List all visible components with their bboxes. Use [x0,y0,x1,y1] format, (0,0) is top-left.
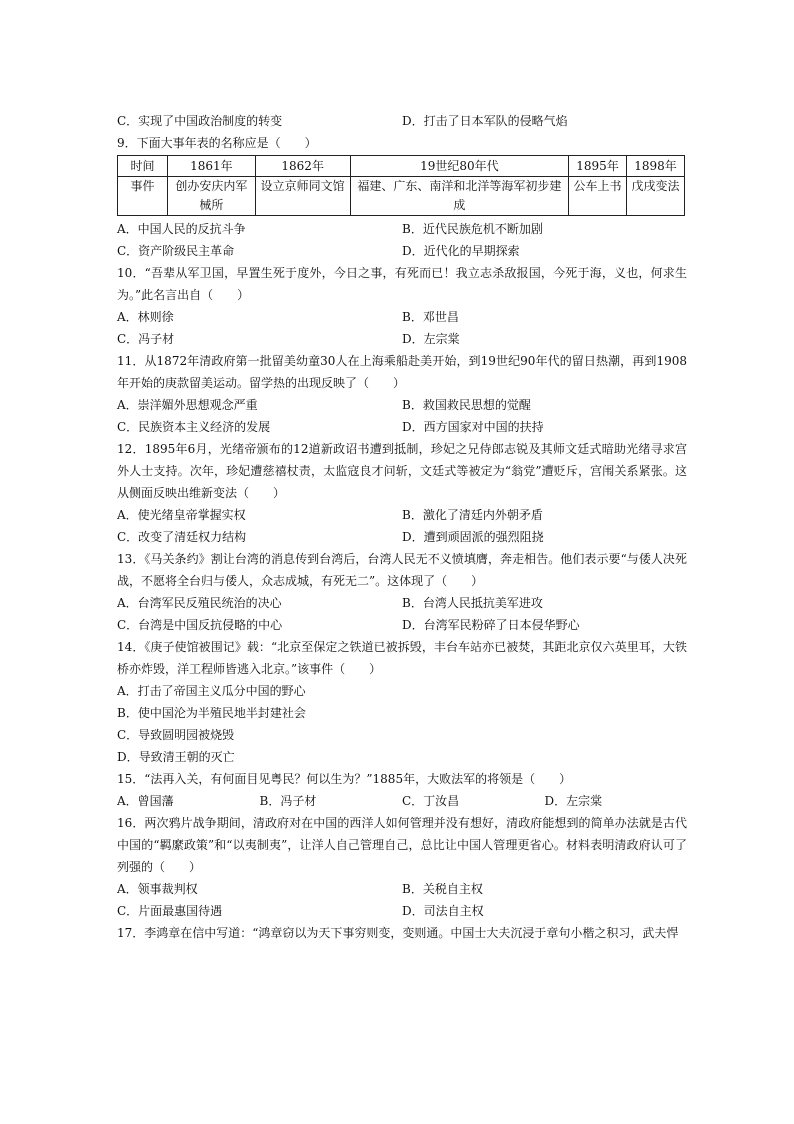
table-cell: 事件 [118,177,168,216]
q8-options-row [117,110,687,132]
q11-stem: 11．从1872年清政府第一批留美幼童30人在上海乘船赴美开始，到19世纪90年代的留日热潮，再到1908年开始的庚款留美运动。留学热的出现反映了（ ） [117,354,687,390]
q13-options-row [117,592,687,614]
q10-option-a[interactable]: A．林则徐 [117,310,174,324]
table-cell: 时间 [118,156,168,177]
q12-option-d[interactable]: D．遭到顽固派的强烈阻挠 [402,530,544,544]
q8-option-d[interactable]: D．打击了日本军队的侵略气焰 [402,114,568,128]
q12-option-c[interactable]: C．改变了清廷权力结构 [117,530,247,544]
q16-option-b[interactable]: B．关税自主权 [402,882,483,896]
q13-options-row [117,614,687,636]
table-cell: 福建、广东、南洋和北洋等海军初步建成 [350,177,568,216]
q14-option-a[interactable]: A．打击了帝国主义瓜分中国的野心 [117,684,306,698]
q13-stem: 13．《马关条约》割让台湾的消息传到台湾后，台湾人民无不义愤填膺，奔走相告。他们表示要“与倭人决死战，不愿将全台归与倭人，众志成城，有死无二”。这体现了（ ） [117,552,687,588]
table-cell: 戊戌变法 [627,177,685,216]
q11-option-d[interactable]: D．西方国家对中国的扶持 [402,420,544,434]
q11-option-a[interactable]: A．崇洋媚外思想观念严重 [117,398,258,412]
q15-options-row [117,790,687,812]
exam-page [117,110,687,944]
q8-option-c[interactable]: C．实现了中国政治制度的转变 [117,114,283,128]
q12-option-b[interactable]: B．激化了清廷内外朝矛盾 [402,508,543,522]
table-cell: 公车上书 [569,177,627,216]
q12-options-row [117,504,687,526]
q12-option-a[interactable]: A．使光绪皇帝掌握实权 [117,508,246,522]
q14-option-c[interactable]: C．导致圆明园被烧毁 [117,728,235,742]
q14-stem: 14．《庚子使馆被围记》载：“北京至保定之铁道已被拆毁，丰台车站亦已被焚，其距北京仅六英里耳，大铁桥亦炸毁，洋工程师皆逃入北京。”该事件（ ） [117,640,687,676]
q9-stem: 9．下面大事年表的名称应是（ ） [117,136,317,150]
q10-stem: 10．“吾辈从军卫国，早置生死于度外，今日之事，有死而已！我立志杀敌报国，今死于海，义也，何求生为。”此名言出自（ ） [117,266,687,302]
q9-option-b[interactable]: B．近代民族危机不断加剧 [402,222,543,236]
q16-option-c[interactable]: C．片面最惠国待遇 [117,904,223,918]
q17-stem: 17．李鸿章在信中写道：“鸿章窃以为天下事穷则变，变则通。中国士大夫沉浸于章句小楷之积习，武夫悍 [117,926,679,940]
q14-option-b[interactable]: B．使中国沦为半殖民地半封建社会 [117,706,306,720]
table-cell: 1898年 [627,156,685,177]
q9-options-row [117,218,687,240]
q12-stem: 12．1895年6月，光绪帝颁布的12道新政诏书遭到抵制，珍妃之兄侍郎志锐及其师文廷式暗助光绪寻求宫外人士支持。次年，珍妃遭慈禧杖责，太监寇良才问斩，文廷式等被定为“翁党”遭贬斥，宫闱关系紧张。这从侧面反映出维新变法（ ） [117,442,687,500]
table-cell: 19世纪80年代 [350,156,568,177]
q13-option-a[interactable]: A．台湾军民反殖民统治的决心 [117,596,282,610]
q11-options-row [117,416,687,438]
table-cell: 1895年 [569,156,627,177]
q16-options-row [117,900,687,922]
table-cell: 1862年 [255,156,350,177]
q15-option-d[interactable]: D．左宗棠 [544,794,603,808]
table-cell: 1861年 [167,156,255,177]
table-row [118,177,685,216]
q15-stem: 15．“法再入关，有何面目见粤民？何以生为？”1885年，大败法军的将领是（ ） [117,772,572,786]
table-cell: 创办安庆内军械所 [167,177,255,216]
q13-option-d[interactable]: D．台湾军民粉碎了日本侵华野心 [402,618,580,632]
q10-options-row [117,328,687,350]
q9-chronology-table [117,155,685,216]
q9-option-a[interactable]: A．中国人民的反抗斗争 [117,222,246,236]
q10-option-d[interactable]: D．左宗棠 [402,332,460,346]
q9-options-row [117,240,687,262]
q12-options-row [117,526,687,548]
q9-option-c[interactable]: C．资产阶级民主革命 [117,244,235,258]
q16-option-a[interactable]: A．领事裁判权 [117,882,198,896]
q9-option-d[interactable]: D．近代化的早期探索 [402,244,520,258]
q16-option-d[interactable]: D．司法自主权 [402,904,484,918]
q11-option-b[interactable]: B．救国救民思想的觉醒 [402,398,531,412]
q16-stem: 16．两次鸦片战争期间，清政府对在中国的西洋人如何管理并没有想好，清政府能想到的简单办法就是古代中国的“羁縻政策”和“以夷制夷”，让洋人自己管理自己，总比让中国人管理更省心。材料表明清政府认可了列强的（ ） [117,816,687,874]
q13-option-c[interactable]: C．台湾是中国反抗侵略的中心 [117,618,283,632]
table-header-row [118,156,685,177]
q15-option-c[interactable]: C．丁汝昌 [402,794,460,808]
q11-option-c[interactable]: C．民族资本主义经济的发展 [117,420,271,434]
table-cell: 设立京师同文馆 [255,177,350,216]
q15-option-a[interactable]: A．曾国藩 [117,794,174,808]
q13-option-b[interactable]: B．台湾人民抵抗美军进攻 [402,596,543,610]
q10-option-b[interactable]: B．邓世昌 [402,310,459,324]
q11-options-row [117,394,687,416]
q10-options-row [117,306,687,328]
q14-option-d[interactable]: D．导致清王朝的灭亡 [117,750,235,764]
q16-options-row [117,878,687,900]
q10-option-c[interactable]: C．冯子材 [117,332,175,346]
q15-option-b[interactable]: B．冯子材 [259,794,317,808]
